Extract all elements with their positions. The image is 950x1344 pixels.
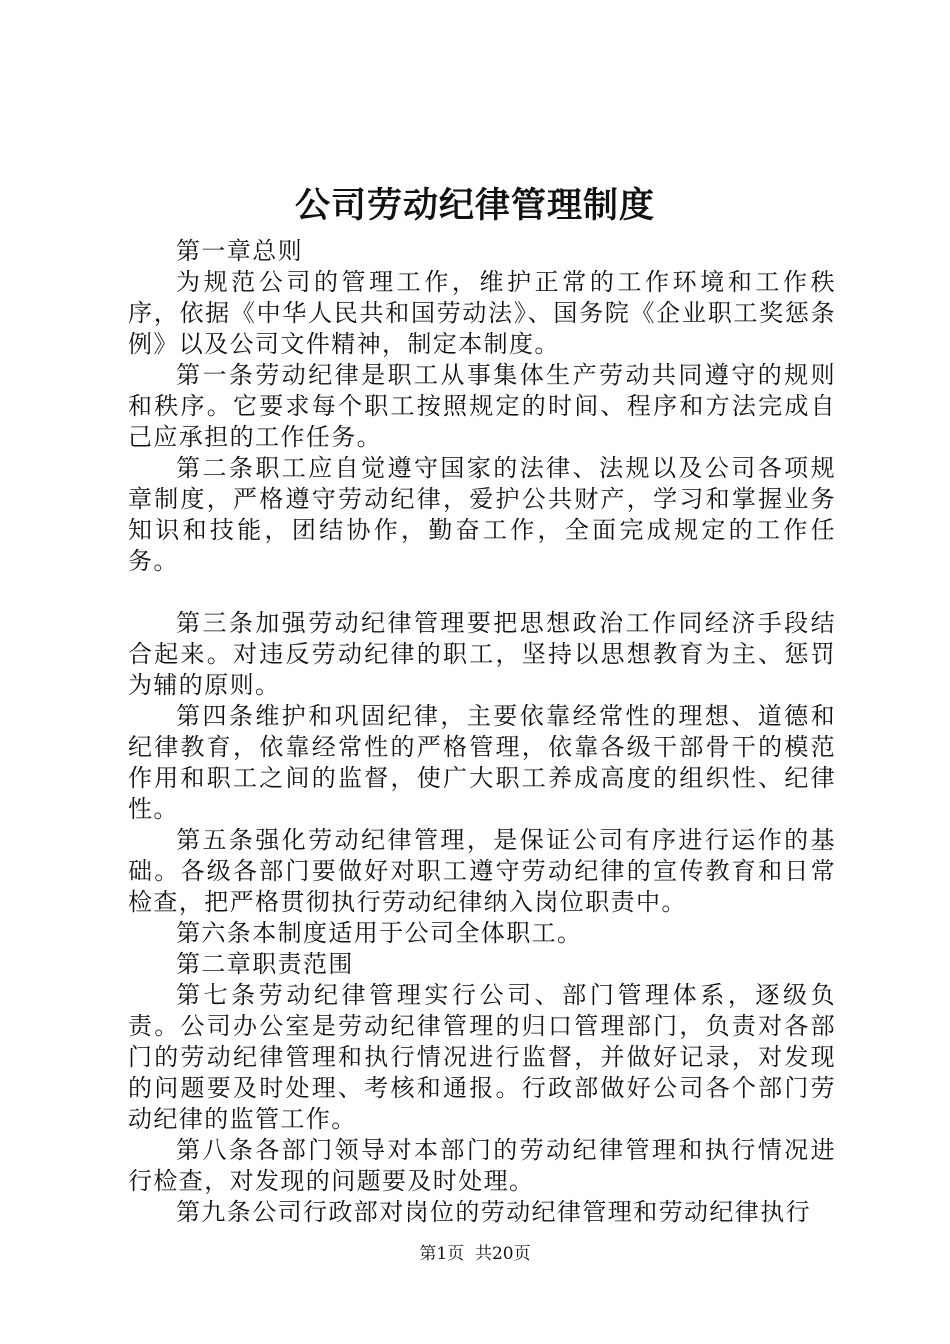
chapter-heading: 第一章总则 (176, 237, 303, 265)
document-body (128, 236, 836, 1228)
chapter-heading: 第二章职责范围 (176, 950, 354, 978)
paragraph: 第五条强化劳动纪律管理，是保证公司有序进行运作的基础。各级各部门要做好对职工遵守劳动纪律的宣传教育和日常检查，把严格贯彻执行劳动纪律纳入岗位职责中。 (128, 826, 836, 916)
paragraph: 第三条加强劳动纪律管理要把思想政治工作同经济手段结合起来。对违反劳动纪律的职工，坚持以思想教育为主、惩罚为辅的原则。 (128, 609, 836, 699)
paragraph: 第四条维护和巩固纪律，主要依靠经常性的理想、道德和纪律教育，依靠经常性的严格管理，依靠各级干部骨干的模范作用和职工之间的监督，使广大职工养成高度的组织性、纪律性。 (128, 702, 836, 823)
paragraph: 第九条公司行政部对岗位的劳动纪律管理和劳动纪律执行 (176, 1198, 811, 1226)
paragraph: 第八条各部门领导对本部门的劳动纪律管理和执行情况进行检查，对发现的问题要及时处理。 (128, 1136, 836, 1195)
paragraph: 第一条劳动纪律是职工从事集体生产劳动共同遵守的规则和秩序。它要求每个职工按照规定的时间、程序和方法完成自己应承担的工作任务。 (128, 361, 836, 451)
paragraph: 第七条劳动纪律管理实行公司、部门管理体系，逐级负责。公司办公室是劳动纪律管理的归口管理部门，负责对各部门的劳动纪律管理和执行情况进行监督，并做好记录，对发现的问题要及时处理、考核和通报。行政部做好公司各个部门劳动纪律的监管工作。 (128, 981, 836, 1133)
paragraph: 第六条本制度适用于公司全体职工。 (176, 919, 583, 947)
page-footer (0, 1242, 950, 1266)
paragraph: 第二条职工应自觉遵守国家的法律、法规以及公司各项规章制度，严格遵守劳动纪律，爱护公共财产，学习和掌握业务知识和技能，团结协作，勤奋工作，全面完成规定的工作任务。 (128, 454, 836, 575)
paragraph: 为规范公司的管理工作，维护正常的工作环境和工作秩序，依据《中华人民共和国劳动法》、国务院《企业职工奖惩条例》以及公司文件精神，制定本制度。 (128, 268, 836, 358)
document-title: 公司劳动纪律管理制度 (294, 185, 655, 226)
page-number-label: 第1页 共20页 (419, 1244, 531, 1264)
